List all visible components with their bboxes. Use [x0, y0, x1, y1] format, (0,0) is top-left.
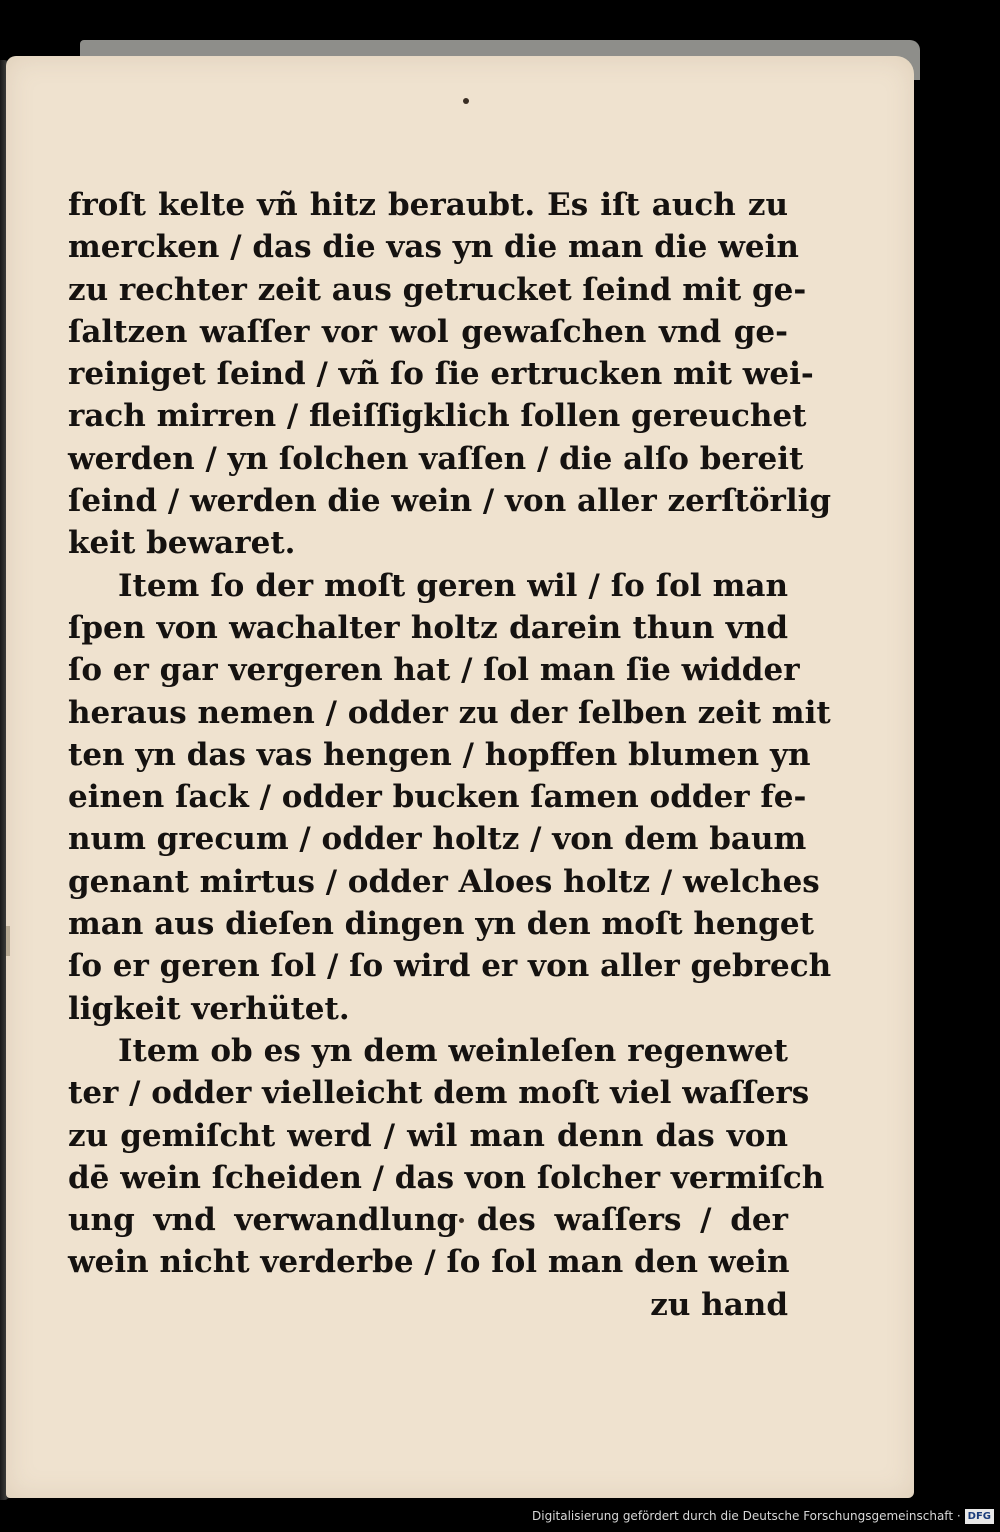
dfg-logo: DFG	[965, 1509, 994, 1524]
catchword: zu hand	[650, 1286, 788, 1323]
text-line: froſt kelte vñ hitz beraubt. Es iſt auch zu	[68, 187, 788, 223]
text-line: heraus nemen / odder zu der ſelben zeit mit	[68, 694, 831, 731]
text-line: zu gemiſcht werd / wil man denn das von	[68, 1117, 788, 1154]
text-line: ligkeit verhütet.	[68, 990, 350, 1027]
text-line: Item ſo der moſt geren wil / ſo ſol man	[118, 567, 788, 604]
text-line: ter / odder vielleicht dem moſt viel waſſers	[68, 1075, 810, 1112]
text-line: ſeind / werden die wein / von aller zerſtörlig	[68, 483, 832, 520]
margin-mark	[6, 926, 10, 956]
text-line: ſpen von wachalter holtz darein thun vnd	[68, 609, 788, 646]
text-line: genant mirtus / odder Aloes holtz / welches	[68, 863, 820, 900]
text-line: Item ob es yn dem weinleſen regenwet	[118, 1032, 788, 1069]
text-line: num grecum / odder holtz / von dem baum	[68, 821, 807, 858]
body-text	[68, 184, 832, 1326]
ink-speck	[463, 98, 469, 104]
text-line: werden / yn ſolchen vaſſen / die alſo bereit	[68, 440, 804, 477]
footer-credit: Digitalisierung gefördert durch die Deutsche Forschungsgemeinschaft ·	[532, 1509, 961, 1523]
text-line: keit bewaret.	[68, 525, 296, 562]
text-line: man aus dieſen dingen yn den moſt henget	[68, 906, 814, 943]
text-line: wein nicht verderbe / ſo ſol man den wein	[68, 1244, 790, 1281]
text-line: dē wein ſcheiden / das von ſolcher vermiſch	[68, 1159, 825, 1196]
text-line: ung vnd verwandlung des waſſers / der	[68, 1202, 788, 1239]
document-page	[6, 56, 914, 1498]
text-line: rach mirren / fleiſſigklich ſollen gereuchet	[68, 398, 807, 435]
text-line: ten yn das vas hengen / hopffen blumen yn	[68, 736, 811, 773]
text-line: mercken / das die vas yn die man die wein	[68, 229, 799, 266]
text-line: reiniget ſeind / vñ ſo ſie ertrucken mit wei-	[68, 356, 814, 393]
digitization-footer	[532, 1504, 994, 1528]
text-line: einen ſack / odder bucken ſamen odder fe-	[68, 779, 807, 816]
text-line: zu rechter zeit aus getrucket ſeind mit ge-	[68, 271, 807, 308]
text-line: ſo er geren ſol / ſo wird er von aller gebrech	[68, 948, 832, 985]
text-line: ſo er gar vergeren hat / ſol man ſie widder	[68, 652, 800, 689]
text-line: ſaltzen waſſer vor wol gewaſchen vnd ge-	[68, 313, 788, 350]
